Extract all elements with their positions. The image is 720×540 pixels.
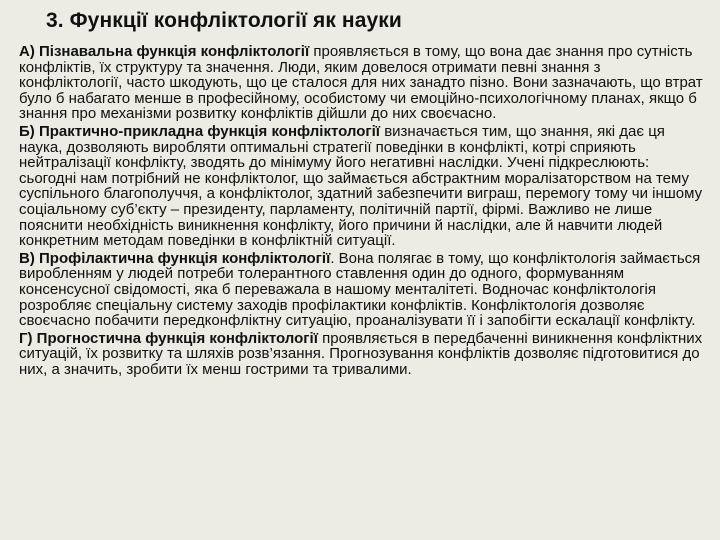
heading-prognostic-function: Г) Прогностична функція конфліктології: [19, 329, 318, 347]
body-practical-function: визначається тим, що знання, які дає ця наука, дозволяють виробляти оптимальні стратегії поведінки в конфлікті, котрі сприяють нейтралізації конфлікту, зводять до мінімуму його негативні наслідки. Учені підкреслюють: сьогодні нам потрібний не конфліктолог, що займається абстрактним моралізаторством на тему суспільного благополуччя, а конфліктолог, здатний забезпечити виграш, перемогу тому чи іншому соціальному суб’єкту – президенту, парламенту, політичній партії, фірмі. Важливо не лише пояснити необхідність виникнення конфлікту, його причини й наслідки, але й навчити людей конкретним методам поведінки в конфліктній ситуації.: [19, 122, 703, 250]
paragraph-prognostic-function: [19, 331, 707, 378]
heading-practical-function: Б) Практично-прикладна функція конфліктології: [19, 122, 381, 140]
paragraph-cognitive-function: [19, 44, 707, 122]
body-prognostic-function: проявляється в передбаченні виникнення конфліктних ситуацій, їх розвитку та шляхів розв’язання. Прогнозування конфліктів дозволяє підготовитися до них, а значить, зробити їх менш гострими та тривалими.: [19, 329, 703, 378]
heading-preventive-function: В) Профілактична функція конфліктології: [19, 249, 331, 267]
body-cognitive-function: проявляється в тому, що вона дає знання про сутність конфліктів, їх структуру та значення. Люди, яким довелося отримати певні знання з конфліктології, часто шкодують, що це сталося для них занадто пізно. Вони зазначають, що втрат було б набагато менше в професійному, особистому чи емоційно-психологічному планах, якщо б знання про механізми розвитку конфліктів дійшли до них своєчасно.: [19, 43, 703, 123]
paragraph-practical-function: [19, 124, 707, 249]
heading-cognitive-function: А) Пізнавальна функція конфліктології: [19, 43, 310, 60]
slide-content: [19, 44, 707, 379]
slide-title: 3. Функції конфліктології як науки: [46, 9, 402, 32]
paragraph-preventive-function: [19, 251, 707, 329]
body-preventive-function: . Вона полягає в тому, що конфліктологія займається виробленням у людей потреби толерантного ставлення один до одного, формуванням консенсусної свідомості, яка б переважала в нашому менталітеті. Водночас конфліктологія розробляє спеціальну систему заходів профілактики конфліктів. Конфліктологія дозволяє своєчасно побачити передконфліктну ситуацію, проаналізувати її і запобігти ескалації конфлікту.: [19, 249, 701, 330]
